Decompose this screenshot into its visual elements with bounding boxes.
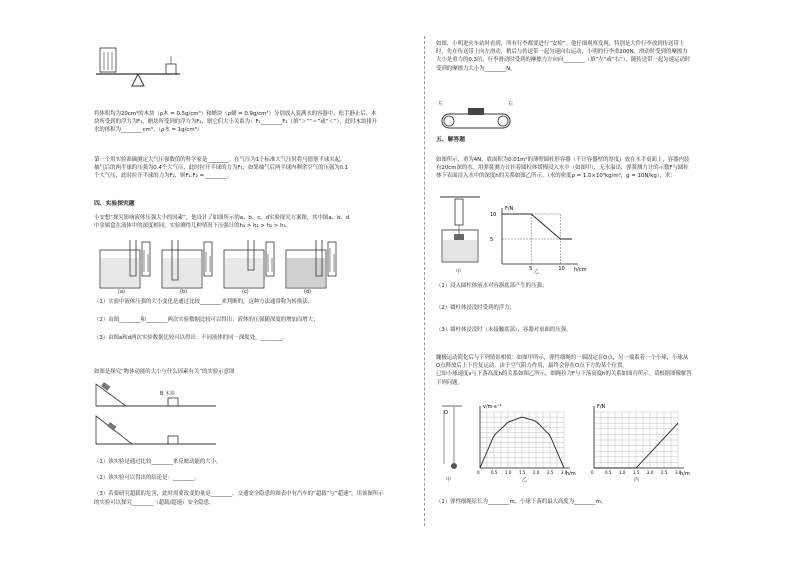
text-line: 第一个用实验准确测定大气压强数值的科学家是________。在气压为1个标准大气压时将马德堡半球夹起， [94, 157, 346, 163]
text-line: 将体积均为20cm³的木块（ρ木 = 0.5g/cm³）和蜡块（ρ蜡 = 0.9g/cm³）分别放入装满水的容器中，松手静止后，木 [94, 111, 377, 117]
x-tick-label: 1.5 [633, 470, 640, 475]
section-4-heading [94, 200, 412, 208]
x-tick-label: 3.0 [675, 470, 682, 475]
text-line: 个大气压，此时拉开半球的力为F₂，则F₁:F₂ = ________。 [94, 173, 233, 180]
direction-label-left: 左 [438, 101, 444, 107]
subquestion-1: （1）该实验是通过比较________来反映动能的大小。 [94, 459, 222, 465]
subquestion-2: （2）圆柱体浸没时受到的浮力； [436, 305, 515, 312]
text-line: 时，先在传送带上向左滑动，稍后与传送带一起匀速向右运动，小明的行李重200N，滑动时受到的摩擦力 [436, 49, 688, 56]
x-tick-label: 2.0 [533, 470, 540, 475]
subquestion-1: （1）实验中液体压强的大小变化是通过比较________来判断的，这种方法通常称为转换法； [94, 299, 314, 305]
figure-label-bing: 丙 [634, 477, 640, 483]
bungee-figure [440, 404, 466, 474]
text-line: 块所受到的浮力为F₁，蜡块所受到的浮力为F₂，则它们大小关系为：F₁________F₂（填“＞”“＝”或“＜”），此时木块排开 [94, 119, 378, 126]
x-tick-label: 0 [591, 470, 594, 475]
y-axis-label: v/m·s⁻¹ [483, 404, 502, 410]
question-friction [436, 40, 772, 73]
x-tick-label: 0 [477, 470, 480, 475]
svg-text:O: O [444, 410, 448, 416]
figure-label-jia: 甲 [456, 269, 462, 275]
subquestion-3: （3）若要研究超载的危害，此时需要改变的量是________。交通安全隐患的图表中有汽车的“超载”与“超速”，用该图所示 [94, 491, 384, 498]
x-tick-label: 3.0 [561, 470, 568, 475]
text-line: 受到的摩擦力大小为________N。 [436, 65, 516, 72]
x-tick-label: 5 [529, 266, 533, 272]
text-line: 小安想“探究影响液体压强大小的因素”，他设计了如图所示的a、b、c、d实验探究方案图，其中图a、b、d [94, 215, 350, 221]
beaker-b [162, 240, 212, 288]
section-title: 五、解答题 [436, 137, 465, 143]
x-axis-label: h/m [566, 471, 576, 477]
figure-label-c: (c) [242, 289, 249, 295]
subquestion-1: （1）弹性细绳原长为________m，小球下落的最大高度为________m。 [436, 499, 607, 505]
kinetic-subquestions [94, 458, 412, 507]
liquid-subquestions [94, 298, 412, 343]
text-line: O点释放后上下往复运动。由于空气阻力作用，最终会停在O点下方的某个位置。 [436, 363, 628, 370]
figure-label-yi: 乙 [534, 269, 540, 275]
text-line: 蹦极运动简化后与下列情景相似：如图甲所示，弹性细绳的一端固定在O点，另一端系着一个小球，小球从 [436, 355, 689, 361]
beaker-c [224, 240, 274, 288]
x-tick-label: 0.5 [491, 470, 498, 475]
direction-label-right: 右 [508, 101, 514, 107]
section-5-heading [436, 136, 772, 144]
y-tick-label: 10 [490, 212, 497, 218]
x-axis-label: h/m [680, 471, 690, 477]
text-line: 如图，小明进火车站时看到，所有行李都要进行“安检”。他仔细观察发现，特别是大件行李放到传送带上 [436, 41, 685, 47]
block-label: B 木块 [160, 391, 176, 397]
text-line: 水的体积为________cm³。（ρ水 = 1g/cm³） [94, 127, 203, 134]
question-pressure [94, 156, 412, 181]
question-buoyancy [94, 110, 412, 135]
subquestion-3-cont: 的实验可以探究________（超载/超速）安全隐患。 [94, 499, 215, 506]
text-line: 下列问题。 [436, 379, 463, 386]
x-axis-label: h/cm [574, 267, 587, 273]
x-tick-label: 2.5 [661, 470, 668, 475]
beaker-a [100, 240, 150, 288]
y-tick-label: 5 [490, 237, 494, 243]
y-axis-label: F/N [505, 206, 514, 212]
bungee-subquestions [436, 498, 772, 506]
subquestion-3: （3）由图a和d两次实验数据比较可以得出：不同液体的同一深度处，________。 [94, 335, 288, 342]
balance-figure [96, 40, 186, 96]
figure-label-d: (d) [304, 289, 312, 295]
x-tick-label: 10 [558, 266, 565, 272]
question-cylinder [436, 156, 772, 181]
section-title: 四、实验探究题 [94, 201, 135, 207]
question-title: 如图是探究“物体动能的大小与什么因素有关”的实验示意图 [94, 369, 235, 375]
question-liquid-pressure [94, 214, 412, 230]
x-tick-label: 2.5 [547, 470, 554, 475]
figure-label-yi: 乙 [522, 477, 528, 483]
subquestion-3: （3）圆柱体浸没时（未接触底部），容器对桌面的压强。 [436, 327, 572, 334]
column-divider [424, 36, 425, 526]
y-axis-label: F/N [597, 404, 606, 410]
x-tick-label: 2.0 [647, 470, 654, 475]
conveyor-belt-figure [438, 108, 518, 132]
question-bungee [436, 354, 772, 387]
subquestion-1: （1）浸入圆柱体前水对容器底部产生的压强； [436, 283, 548, 289]
x-tick-label: 1.0 [619, 470, 626, 475]
figure-label-jia: 甲 [446, 477, 452, 483]
spring-scale-figure [440, 196, 480, 266]
velocity-height-chart [470, 400, 580, 476]
x-tick-label: 1.5 [519, 470, 526, 475]
force-height-chart [584, 400, 694, 476]
data-series-line [502, 214, 572, 239]
x-tick-label: 1.0 [505, 470, 512, 475]
x-tick-label: 0.5 [605, 470, 612, 475]
text-line: 体下表面浸入水中的深度h的关系如图乙所示。（水的密度ρ = 1.0×10³kg/m³，g = 10N/kg），求： [436, 173, 676, 180]
text-line: 中金属盒在液体中的深度相同，实验测得几种情况下压强计的h₄ > h₁ > h₂ > h₃。 [94, 223, 292, 230]
question-kinetic-energy [94, 368, 412, 376]
force-depth-chart [488, 200, 588, 273]
text-line: 抽气后的两半球的压强为0.4个大气压，此时拉开半球的力为F₁；如果抽气后两半球内剩余空气的压强为0.1 [94, 165, 349, 172]
figure-label-b: (b) [180, 289, 188, 295]
figure-label-a: (a) [118, 289, 125, 295]
text-line: 有20cm深的水。用弹簧测力计挂着圆柱体缓慢浸入水中（如图甲），无水溢出，弹簧测力计的示数F与圆柱 [436, 165, 689, 172]
pressure-gauge-figures [96, 236, 346, 296]
text-line: 大小是重力的0.3倍，行李滑动时受到的摩擦力方向向________（填“左”或“右”），随传送带一起匀速运动时 [436, 57, 691, 64]
text-line: 如图所示，重为4N，底面积为0.01m²的薄壁圆柱形容器（不计容器壁的厚度）放在水平桌面上，容器内装 [436, 157, 690, 163]
beaker-d [286, 240, 336, 288]
subquestion-2: （2）该实验可以得出的结论是：________。 [94, 475, 200, 482]
subquestion-2: （2）由图________和________两次实验数据比较可以得出：液体的压强随深度的增加而增大； [94, 317, 319, 324]
cylinder-subquestions [436, 282, 772, 335]
text-line: 已知小球速度v与下落高度h的关系如图乙所示，细绳拉力F与下落高度h的关系如图丙所示。请根据图像解答 [436, 371, 692, 378]
